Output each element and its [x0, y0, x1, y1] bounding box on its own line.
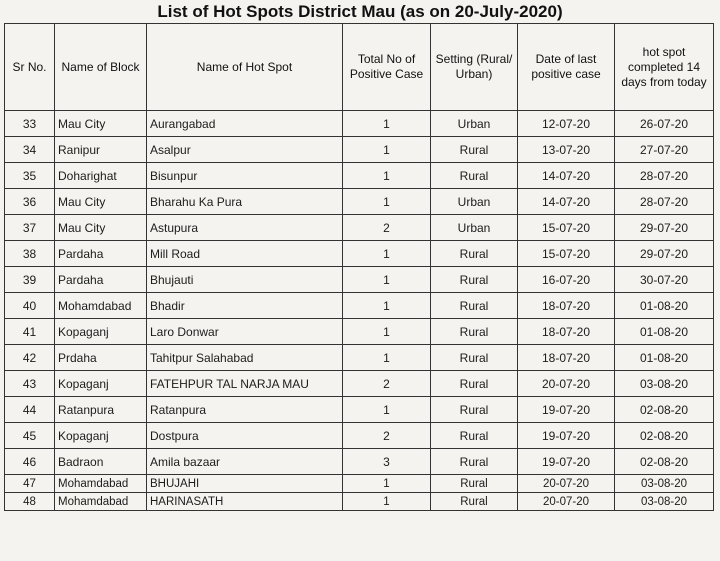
cell-block: Mohamdabad	[55, 293, 147, 319]
cell-hot-spot: Bhujauti	[147, 267, 343, 293]
table-row	[5, 163, 714, 189]
cell-last-positive-date: 20-07-20	[518, 371, 615, 397]
cell-positive-cases: 1	[343, 345, 431, 371]
cell-block: Kopaganj	[55, 319, 147, 345]
cell-hot-spot: Aurangabad	[147, 111, 343, 137]
cell-completed-date: 27-07-20	[615, 137, 714, 163]
cell-hot-spot: Astupura	[147, 215, 343, 241]
column-header-hot-spot: Name of Hot Spot	[147, 24, 343, 111]
cell-sr-no: 44	[5, 397, 55, 423]
cell-positive-cases: 1	[343, 397, 431, 423]
cell-hot-spot: BHUJAHI	[147, 475, 343, 493]
table-row	[5, 111, 714, 137]
cell-last-positive-date: 16-07-20	[518, 267, 615, 293]
cell-hot-spot: Ratanpura	[147, 397, 343, 423]
cell-setting: Urban	[431, 111, 518, 137]
cell-positive-cases: 1	[343, 319, 431, 345]
cell-completed-date: 01-08-20	[615, 345, 714, 371]
column-header-last-positive-date: Date of last positive case	[518, 24, 615, 111]
cell-setting: Urban	[431, 189, 518, 215]
cell-sr-no: 38	[5, 241, 55, 267]
table-row	[5, 345, 714, 371]
cell-sr-no: 48	[5, 493, 55, 511]
cell-sr-no: 42	[5, 345, 55, 371]
cell-hot-spot: FATEHPUR TAL NARJA MAU	[147, 371, 343, 397]
table-row	[5, 241, 714, 267]
cell-positive-cases: 2	[343, 371, 431, 397]
cell-block: Prdaha	[55, 345, 147, 371]
cell-setting: Urban	[431, 215, 518, 241]
cell-positive-cases: 1	[343, 493, 431, 511]
cell-hot-spot: Bisunpur	[147, 163, 343, 189]
cell-block: Pardaha	[55, 267, 147, 293]
cell-block: Mau City	[55, 189, 147, 215]
cell-sr-no: 40	[5, 293, 55, 319]
table-row	[5, 493, 714, 511]
cell-sr-no: 43	[5, 371, 55, 397]
cell-setting: Rural	[431, 319, 518, 345]
cell-last-positive-date: 18-07-20	[518, 345, 615, 371]
table-row	[5, 371, 714, 397]
cell-last-positive-date: 20-07-20	[518, 493, 615, 511]
column-header-total-positive: Total No of Positive Case	[343, 24, 431, 111]
hotspot-table	[4, 23, 714, 511]
cell-setting: Rural	[431, 371, 518, 397]
cell-positive-cases: 2	[343, 215, 431, 241]
cell-setting: Rural	[431, 163, 518, 189]
cell-setting: Rural	[431, 345, 518, 371]
cell-last-positive-date: 19-07-20	[518, 397, 615, 423]
cell-hot-spot: Laro Donwar	[147, 319, 343, 345]
table-row	[5, 397, 714, 423]
page-title: List of Hot Spots District Mau (as on 20-July-2020)	[157, 2, 563, 21]
cell-completed-date: 26-07-20	[615, 111, 714, 137]
cell-completed-date: 29-07-20	[615, 215, 714, 241]
cell-hot-spot: Tahitpur Salahabad	[147, 345, 343, 371]
cell-sr-no: 34	[5, 137, 55, 163]
table-row	[5, 137, 714, 163]
cell-last-positive-date: 15-07-20	[518, 215, 615, 241]
table-row	[5, 475, 714, 493]
cell-hot-spot: HARINASATH	[147, 493, 343, 511]
cell-last-positive-date: 19-07-20	[518, 449, 615, 475]
cell-block: Ranipur	[55, 137, 147, 163]
cell-positive-cases: 1	[343, 267, 431, 293]
cell-positive-cases: 1	[343, 475, 431, 493]
cell-block: Badraon	[55, 449, 147, 475]
table-header	[5, 24, 714, 111]
cell-last-positive-date: 12-07-20	[518, 111, 615, 137]
table-row	[5, 423, 714, 449]
cell-setting: Rural	[431, 293, 518, 319]
cell-setting: Rural	[431, 449, 518, 475]
cell-sr-no: 46	[5, 449, 55, 475]
column-header-block: Name of Block	[55, 24, 147, 111]
cell-hot-spot: Bharahu Ka Pura	[147, 189, 343, 215]
cell-block: Ratanpura	[55, 397, 147, 423]
table-row	[5, 215, 714, 241]
table-body	[5, 111, 714, 511]
cell-block: Mau City	[55, 215, 147, 241]
cell-positive-cases: 3	[343, 449, 431, 475]
cell-sr-no: 36	[5, 189, 55, 215]
cell-completed-date: 02-08-20	[615, 449, 714, 475]
cell-last-positive-date: 18-07-20	[518, 319, 615, 345]
table-row	[5, 267, 714, 293]
cell-last-positive-date: 13-07-20	[518, 137, 615, 163]
cell-block: Pardaha	[55, 241, 147, 267]
cell-sr-no: 35	[5, 163, 55, 189]
cell-positive-cases: 1	[343, 293, 431, 319]
cell-last-positive-date: 14-07-20	[518, 189, 615, 215]
cell-block: Mohamdabad	[55, 475, 147, 493]
cell-block: Mau City	[55, 111, 147, 137]
cell-positive-cases: 1	[343, 111, 431, 137]
cell-sr-no: 37	[5, 215, 55, 241]
cell-positive-cases: 1	[343, 137, 431, 163]
column-header-setting: Setting (Rural/ Urban)	[431, 24, 518, 111]
cell-completed-date: 02-08-20	[615, 423, 714, 449]
cell-hot-spot: Dostpura	[147, 423, 343, 449]
cell-hot-spot: Asalpur	[147, 137, 343, 163]
header-row	[5, 24, 714, 111]
cell-block: Doharighat	[55, 163, 147, 189]
cell-sr-no: 41	[5, 319, 55, 345]
cell-sr-no: 47	[5, 475, 55, 493]
table-row	[5, 189, 714, 215]
cell-setting: Rural	[431, 137, 518, 163]
cell-hot-spot: Bhadir	[147, 293, 343, 319]
cell-last-positive-date: 19-07-20	[518, 423, 615, 449]
cell-completed-date: 01-08-20	[615, 319, 714, 345]
table-row	[5, 449, 714, 475]
cell-setting: Rural	[431, 423, 518, 449]
table-row	[5, 293, 714, 319]
cell-setting: Rural	[431, 397, 518, 423]
cell-sr-no: 33	[5, 111, 55, 137]
cell-completed-date: 01-08-20	[615, 293, 714, 319]
table-row	[5, 319, 714, 345]
cell-last-positive-date: 15-07-20	[518, 241, 615, 267]
cell-completed-date: 03-08-20	[615, 493, 714, 511]
cell-setting: Rural	[431, 475, 518, 493]
column-header-sr-no: Sr No.	[5, 24, 55, 111]
cell-completed-date: 30-07-20	[615, 267, 714, 293]
cell-setting: Rural	[431, 241, 518, 267]
cell-block: Kopaganj	[55, 371, 147, 397]
cell-sr-no: 39	[5, 267, 55, 293]
cell-positive-cases: 2	[343, 423, 431, 449]
cell-positive-cases: 1	[343, 241, 431, 267]
cell-completed-date: 28-07-20	[615, 189, 714, 215]
cell-last-positive-date: 18-07-20	[518, 293, 615, 319]
cell-positive-cases: 1	[343, 163, 431, 189]
cell-block: Kopaganj	[55, 423, 147, 449]
cell-completed-date: 03-08-20	[615, 475, 714, 493]
cell-sr-no: 45	[5, 423, 55, 449]
cell-hot-spot: Amila bazaar	[147, 449, 343, 475]
cell-setting: Rural	[431, 493, 518, 511]
cell-positive-cases: 1	[343, 189, 431, 215]
cell-hot-spot: Mill Road	[147, 241, 343, 267]
cell-completed-date: 02-08-20	[615, 397, 714, 423]
cell-completed-date: 28-07-20	[615, 163, 714, 189]
cell-completed-date: 29-07-20	[615, 241, 714, 267]
column-header-completed-14-days: hot spot completed 14 days from today	[615, 24, 714, 111]
cell-setting: Rural	[431, 267, 518, 293]
cell-block: Mohamdabad	[55, 493, 147, 511]
cell-completed-date: 03-08-20	[615, 371, 714, 397]
cell-last-positive-date: 20-07-20	[518, 475, 615, 493]
cell-last-positive-date: 14-07-20	[518, 163, 615, 189]
